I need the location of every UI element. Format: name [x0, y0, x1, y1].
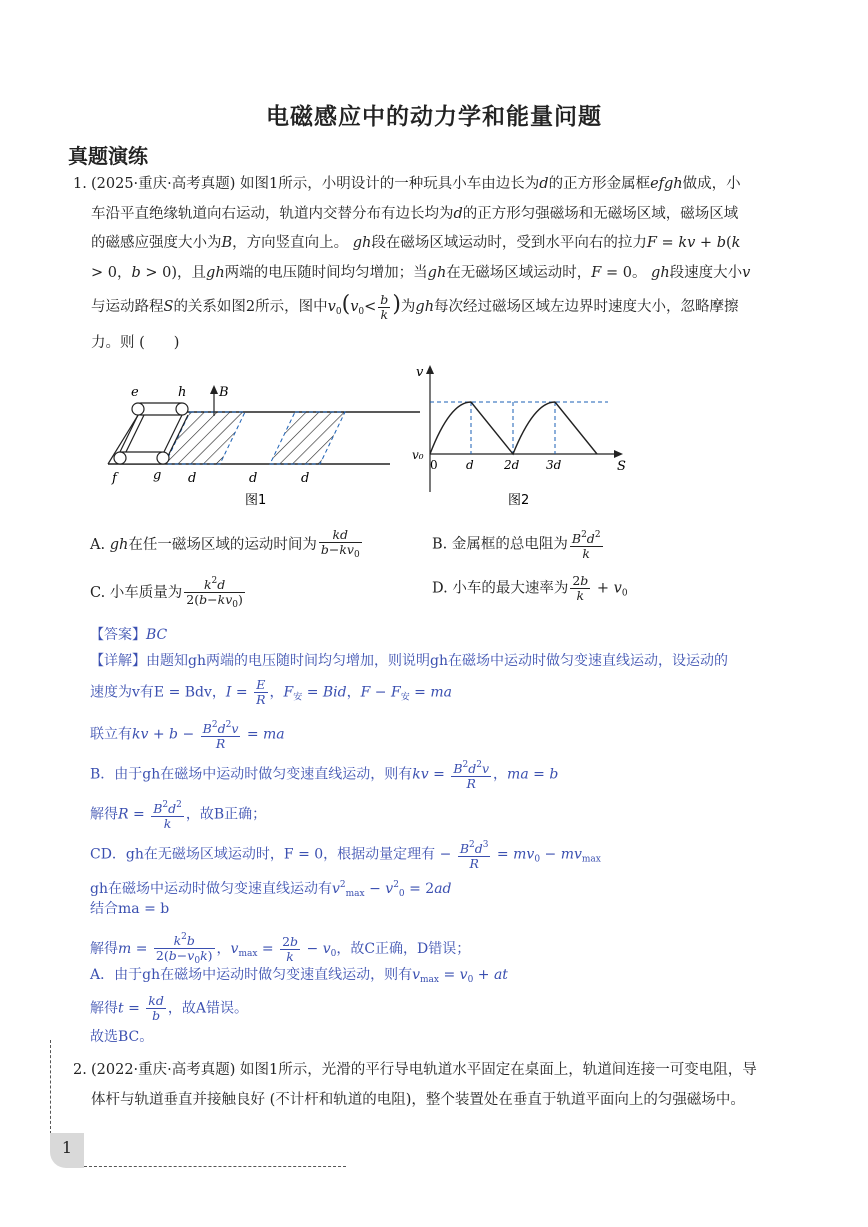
- q1-text: 两端的电压随时间均匀增加；当: [224, 264, 428, 281]
- fig1-label-h: h: [178, 385, 187, 400]
- q1-text: ，方向竖直向上。: [232, 235, 349, 251]
- fig2-label-d: d: [466, 458, 474, 472]
- option-d[interactable]: D. 小车的最大速率为 $\frac{2b}{k}$ + $v_0$: [432, 573, 628, 603]
- detail-line: 故选BC。: [90, 1029, 154, 1045]
- question-number: 1.: [73, 176, 87, 192]
- q1-text: 为: [400, 299, 416, 315]
- answer-label: 【答案】: [90, 627, 146, 643]
- option-b-text: B. 金属框的总电阻为: [432, 536, 568, 553]
- page-border-dashed: [50, 1040, 51, 1134]
- page-number: 1: [61, 1138, 73, 1157]
- q1-text: 的正方形金属框: [548, 176, 651, 192]
- q2-text: 体杆与轨道垂直并接触良好 (不计杆和轨道的电阻)，整个装置处在垂直于轨道平面向上的匀强磁场中。: [91, 1091, 745, 1108]
- q1-text: 与运动路程: [91, 299, 164, 315]
- option-d-text: D. 小车的最大速率为: [432, 580, 569, 597]
- detail-line: gh在磁场中运动时做匀变速直线运动有: [90, 881, 332, 897]
- option-c-text: C. 小车质量为: [90, 585, 183, 601]
- fig2-label-2d: 2d: [504, 458, 520, 472]
- section-heading: 真题演练: [68, 144, 148, 168]
- fig1-label-e: e: [131, 385, 139, 400]
- detail-line: 速度为v有E = Bdv，: [90, 684, 226, 701]
- fig1-caption: 图1: [245, 493, 267, 508]
- question-1: 1. (2025·重庆·高考真题) 如图1所示，小明设计的一种玩具小车由边长为d的正方形金属框efgh做成，小 车沿平直绝缘轨道向右运动，轨道内交替分布有边长均为d的正方形匀强磁场和无磁场区域，磁场区域 的磁感应强度大小为B，方向竖直向上。 gh段在磁场区域运动时，受到水平向右的拉力F = kv + b(k > 0，b > 0)，且gh两端的电压随时间均匀增加；当gh在无磁场区域运动时，F = 0。 gh段速度大小v 与运动路程S的关系如图2所示，图中$v_0(v_0<$ $\frac{b}{k}$ )为gh每次经过磁场区域左边界时速度大小，忽略摩擦 力。则 ( ): [73, 170, 808, 359]
- q1-text: 力。则 ( ): [91, 335, 180, 351]
- fig2-label-0: 0: [430, 458, 438, 472]
- detail-line: 由题知gh两端的电压随时间均匀增加，则说明gh在磁场中运动时做匀变速直线运动，设运动的: [146, 653, 728, 669]
- fig1-label-d: d: [249, 471, 258, 486]
- q1-text: 的关系如图2所示，图中: [173, 299, 328, 315]
- answer-block: 【答案】BC 【详解】由题知gh两端的电压随时间均匀增加，则说明gh在磁场中运动时做匀变速直线运动，设运动的 速度为v有E = Bdv，I = $\frac{E}{R}$ ，$F_安$ = Bid，$F - F_安$ = ma 联立有kv + b − $\frac{B^2d^2v}{R}$ = ma B．由于gh在磁场中运动时做匀变速直线运动，则有kv = $\frac{B^2d^2v}{R}$ ，ma = b 解得R = $\frac{B^2d^2}{k}$ ，故B正确； CD．gh在无磁场区域运动时，F = 0，根据动量定理有 − $\frac{B^2d^3}{R}$ = $mv_0 - mv_{max}$ gh在磁场中运动时做匀变速直线运动有$v^2_{max} - v^2_0 = 2ad$ 结合ma = b 解得m = $\frac{k^2b}{2(b-v_0k)}$ ，$v_{max}$ = $\frac{2b}{k}$ − $v_0$，故C正确，D错误； A．由于gh在磁场中运动时做匀变速直线运动，则有$v_{max} = v_0$ + at 解得t = $\frac{kd}{b}$ ，故A错误。 故选BC。: [90, 627, 728, 1045]
- detail-line: ，故B正确；: [185, 806, 267, 823]
- detail-label: 【详解】: [90, 653, 146, 669]
- fig1-label-b: B: [219, 385, 229, 400]
- fig2-label-3d: 3d: [546, 458, 562, 472]
- fig1-label-f: f: [112, 471, 117, 486]
- q1-text: 的磁感应强度大小为: [91, 235, 222, 251]
- fig2-caption: 图2: [508, 493, 530, 508]
- answer-value: BC: [146, 627, 168, 643]
- q1-text: 段速度大小: [669, 264, 743, 281]
- detail-line: ，故A错误。: [167, 1000, 248, 1017]
- detail-line: B．由于gh在磁场中运动时做匀变速直线运动，则有: [90, 766, 413, 783]
- q1-text: 。: [631, 264, 647, 281]
- detail-line: 结合ma = b: [90, 901, 170, 917]
- detail-line: 解得: [90, 941, 118, 957]
- q1-text: (2025·重庆·高考真题) 如图1所示，小明设计的一种玩具小车由边长为: [91, 176, 540, 192]
- figure-2: [408, 362, 638, 512]
- figure-1: [100, 376, 430, 511]
- fig2-label-v0: v₀: [412, 448, 424, 462]
- q2-text: (2022·重庆·高考真题) 如图1所示，光滑的平行导电轨道水平固定在桌面上，轨道间连接一可变电阻，导: [91, 1062, 757, 1078]
- fig2-axis-s: S: [617, 459, 626, 474]
- q1-text: 每次经过磁场区域左边界时速度大小，忽略摩擦: [434, 299, 739, 315]
- detail-line: ，故C正确，D错误；: [336, 941, 471, 957]
- q1-text: 车沿平直绝缘轨道向右运动，轨道内交替分布有边长均为: [91, 205, 454, 222]
- detail-line: CD．gh在无磁场区域运动时，F = 0，根据动量定理有: [90, 846, 436, 863]
- q1-text: 在无磁场区域运动时，: [446, 264, 592, 281]
- fig1-label-d: d: [188, 471, 197, 486]
- detail-line: 解得: [90, 1000, 118, 1017]
- detail-line: A．由于gh在磁场中运动时做匀变速直线运动，则有: [90, 967, 413, 983]
- option-c[interactable]: C. 小车质量为 $\frac{k^2d}{2(b-kv_0)}$: [90, 576, 243, 610]
- option-a-text: 在任一磁场区域的运动时间为: [128, 537, 317, 553]
- detail-line: 解得: [90, 806, 118, 823]
- fig2-axis-v: v: [416, 365, 424, 380]
- q1-text: ，且: [177, 264, 207, 281]
- footer-dashed-line: [84, 1166, 346, 1167]
- option-a-letter: A.: [90, 537, 110, 553]
- question-number: 2.: [73, 1062, 87, 1078]
- fig1-label-g: g: [153, 468, 162, 483]
- detail-line: 联立有: [90, 726, 132, 743]
- page-title: 电磁感应中的动力学和能量问题: [266, 104, 602, 130]
- q1-text: 做成，小: [682, 176, 741, 192]
- q1-text: 的正方形匀强磁场和无磁场区域，磁场区域: [462, 205, 739, 222]
- option-a[interactable]: A. gh在任一磁场区域的运动时间为 $\frac{kd}{b-kv_0}$: [90, 527, 360, 560]
- fig1-label-d: d: [301, 471, 310, 486]
- q1-text: 段在磁场区域运动时，受到水平向右的拉力: [371, 235, 647, 251]
- question-2: [73, 1056, 808, 1115]
- option-b[interactable]: B. 金属框的总电阻为 $\frac{B^2d^2}{k}$: [432, 530, 601, 561]
